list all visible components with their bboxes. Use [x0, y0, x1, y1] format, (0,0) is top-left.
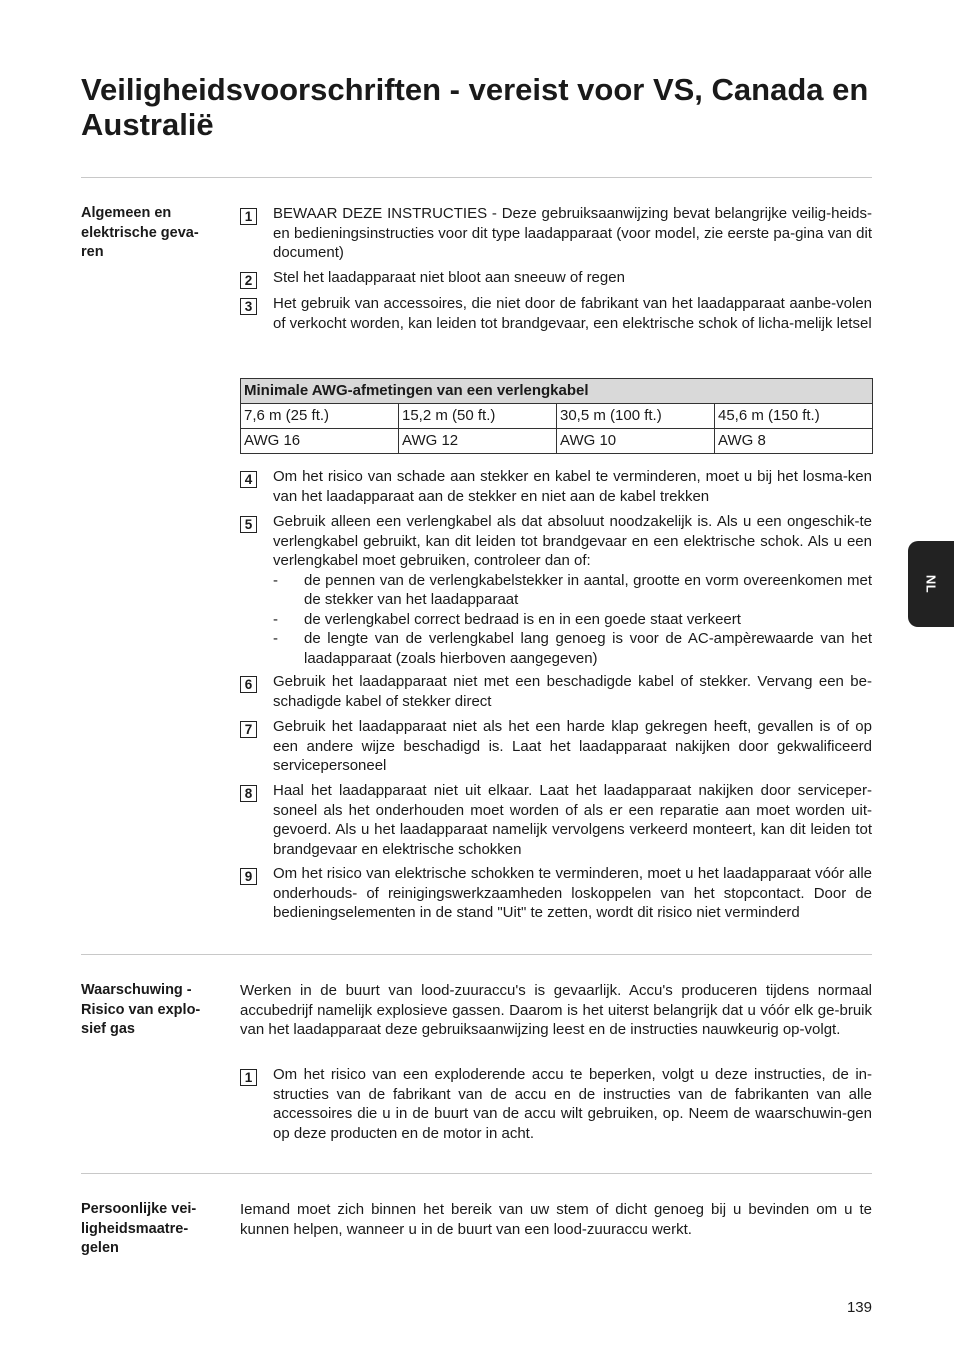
sub-list-item: - de lengte van de verlengkabel lang genoeg is voor de AC-ampèrewaarde van het laadapparaat (zoals hierboven aangegeven) [273, 629, 872, 668]
item-text: Het gebruik van accessoires, die niet door de fabrikant van het laadapparaat aanbe-volen of verkocht worden, kan leiden tot brandgevaar, een elektrische schok of licha-melijk letsel [273, 295, 872, 332]
item-number: 5 [240, 516, 257, 533]
list-item [240, 864, 872, 923]
section-heading-personal-safety: Persoonlijke vei-ligheidsmaatre-gelen [81, 1201, 197, 1256]
sub-list-item: - de pennen van de verlengkabelstekker in aantal, grootte en vorm overeenkomen met de stekker van het laadapparaat [273, 571, 872, 610]
table-cell: 45,6 m (150 ft.) [715, 404, 873, 429]
sub-list [273, 571, 872, 669]
item-text [273, 512, 872, 668]
item-text: Haal het laadapparaat niet uit elkaar. Laat het laadapparaat nakijken door serviceper-soneel als het onderhouden moet worden of als er een reparatie aan moet worden uit-gevoerd. Als u het laadapparaat namelijk vervolgens verkeerd monteert, kan dit leiden tot brandgevaar en elektrische schokken [273, 782, 872, 858]
table-row [241, 429, 873, 454]
section-intro: Iemand moet zich binnen het bereik van uw stem of dicht genoeg bij u bevinden om u te kunnen helpen, wanneer u in de buurt van een lood-zuuraccu werkt. [240, 1201, 872, 1238]
section-intro: Werken in de buurt van lood-zuuraccu's is gevaarlijk. Accu's produceren tijdens normaal accubedrijf namelijk explosieve gassen. Daarom is het uiterst belangrijk dat u vóór elk ge-bruik van het laadapparaat deze gebruiksaanwijzing leest en de instructies nauwkeurig op-volgt. [240, 982, 872, 1038]
list-item [240, 268, 872, 288]
item-number: 1 [240, 208, 257, 225]
table-cell: AWG 8 [715, 429, 873, 454]
page-number: 139 [846, 1299, 872, 1316]
sub-list-item: - de verlengkabel correct bedraad is en in een goede staat verkeert [273, 610, 872, 630]
table-header: Minimale AWG-afmetingen van een verlengkabel [241, 379, 873, 404]
item-text: Gebruik het laadapparaat niet als het een harde klap gekregen heeft, gevallen is of op een andere wijze beschadigd is. Laat het laadapparaat nakijken door gekwalificeerd servicepersoneel [273, 718, 872, 774]
list-item [240, 204, 872, 263]
language-tab-label: NL [923, 574, 939, 594]
item-number: 3 [240, 298, 257, 315]
item-text: Gebruik het laadapparaat niet met een beschadigde kabel of stekker. Vervang een be-schadigde kabel of stekker direct [273, 673, 872, 710]
section-divider [81, 954, 872, 955]
item-text: Om het risico van elektrische schokken te verminderen, moet u het laadapparaat vóór alle onderhouds- of reinigingswerkzaamheden loskoppelen van het stopcontact. Door de bedieningselementen in de stand "Uit" te zetten, wordt dit risico niet verminderd [273, 865, 872, 921]
table-cell: AWG 12 [399, 429, 557, 454]
awg-table [240, 378, 873, 454]
item-text: BEWAAR DEZE INSTRUCTIES - Deze gebruiksaanwijzing bevat belangrijke veilig-heids- en bedieningsinstructies voor dit type laadapparaat (voor model, zie eerste pa-gina van dit document) [273, 205, 872, 261]
table-cell: AWG 16 [241, 429, 399, 454]
section-heading-general: Algemeen en elektrische geva-ren [81, 205, 199, 260]
item-text: Stel het laadapparaat niet bloot aan sneeuw of regen [273, 269, 625, 286]
table-cell: AWG 10 [557, 429, 715, 454]
list-item [240, 1065, 872, 1143]
section-divider [81, 177, 872, 178]
list-item [240, 672, 872, 711]
item-number: 1 [240, 1069, 257, 1086]
item-number: 8 [240, 785, 257, 802]
list-item [240, 781, 872, 859]
section-divider [81, 1173, 872, 1174]
item-number: 9 [240, 868, 257, 885]
list-item [240, 467, 872, 506]
table-row [241, 404, 873, 429]
item-number: 2 [240, 272, 257, 289]
section-heading-explosive-gas: Waarschuwing - Risico van explo-sief gas [81, 982, 201, 1037]
item-number: 7 [240, 721, 257, 738]
table-cell: 7,6 m (25 ft.) [241, 404, 399, 429]
list-item [240, 294, 872, 333]
item-number: 6 [240, 676, 257, 693]
language-tab [908, 541, 954, 627]
table-cell: 30,5 m (100 ft.) [557, 404, 715, 429]
list-item [240, 512, 872, 668]
item-text: Om het risico van een exploderende accu te beperken, volgt u deze instructies, de in-structies van de fabrikant van de accu en de instructies van de fabrikanten van alle accessoires die u in de buurt van de accu wilt gebruiken, op. Neem de waarschuwin-gen op deze producten en de motor in acht. [273, 1066, 872, 1142]
page-title: Veiligheidsvoorschriften - vereist voor VS, Canada en Australië [81, 72, 869, 142]
item-text: Om het risico van schade aan stekker en kabel te verminderen, moet u bij het losma-ken van het laadapparaat aan de stekker en niet aan de kabel trekken [273, 468, 872, 505]
item-intro: Gebruik alleen een verlengkabel als dat absoluut noodzakelijk is. Als u een ongeschik-te verlengkabel gebruikt, kan dit leiden tot brandgevaar en een elektrische schok. Als u een verlengkabel moet gebruiken, controleer dan of: [273, 513, 872, 569]
list-item [240, 717, 872, 776]
item-number: 4 [240, 471, 257, 488]
table-cell: 15,2 m (50 ft.) [399, 404, 557, 429]
